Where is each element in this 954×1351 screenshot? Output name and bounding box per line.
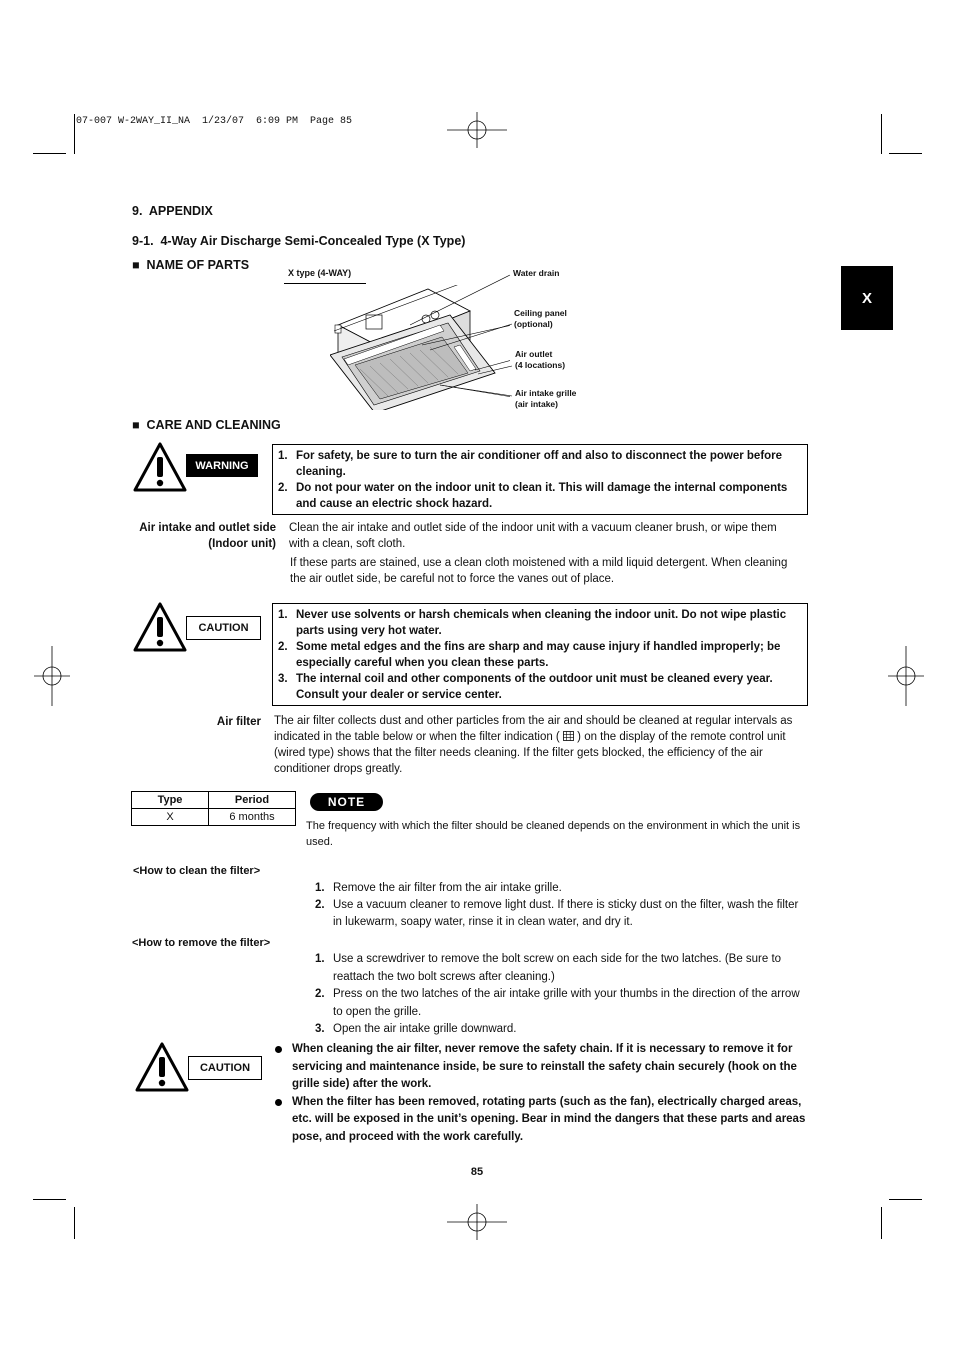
warning-item: 2. Do not pour water on the indoor unit to clean it. This will damage the internal components and cause an electric shock hazard. <box>278 482 788 510</box>
warning-box <box>272 444 808 515</box>
callout-air-outlet <box>515 349 565 371</box>
list-item: When cleaning the air filter, never remove the safety chain. If it is necessary to remove it for servicing and maintenance inside, be sure to reinstall the safety chain securely (hook on the grille side) after the work. <box>275 1041 807 1094</box>
note-label: NOTE <box>310 793 383 811</box>
warning-triangle-icon <box>132 441 188 493</box>
caution-triangle-icon <box>134 1041 190 1093</box>
how-clean-heading: <How to clean the filter> <box>133 865 261 877</box>
crop-mark <box>889 153 922 154</box>
callout-leader-lines <box>410 270 520 410</box>
list-item: 3. Open the air intake grille downward. <box>315 1023 517 1035</box>
callout-air-outlet-line2: (4 locations) <box>515 360 566 370</box>
bullet-dot-icon <box>275 1046 282 1053</box>
cleaning-period-table <box>131 791 296 826</box>
caution-triangle-icon <box>132 601 188 653</box>
filter-indicator-icon <box>563 731 574 741</box>
table-row <box>132 809 296 826</box>
care-heading <box>132 418 281 432</box>
page-number: 85 <box>470 1166 484 1178</box>
registration-mark-icon <box>447 1192 507 1252</box>
crop-mark <box>33 153 66 154</box>
air-side-paragraph-2: If these parts are stained, use a clean cloth moistened with a mild liquid detergent. When cleaning the air outlet side, be careful not to force the vanes out of place. <box>290 557 788 585</box>
care-heading-label: CARE AND CLEANING <box>146 418 281 432</box>
subsection-title: 9-1. 4-Way Air Discharge Semi-Concealed Type (X Type) <box>132 234 466 248</box>
callout-air-intake <box>515 388 576 410</box>
how-remove-steps <box>313 951 803 1039</box>
name-of-parts-label: NAME OF PARTS <box>146 258 250 272</box>
list-item: 2. Use a vacuum cleaner to remove light dust. If there is sticky dust on the filter, wash the filter in lukewarm, soapy water, rinse it in clean water, and dry it. <box>315 899 799 928</box>
note-text: The frequency with which the filter should be cleaned depends on the environment in which the unit is used. <box>306 820 801 848</box>
table-header: Period <box>209 792 296 809</box>
caution-item: 2. Some metal edges and the fins are sharp and may cause injury if handled improperly; be especially careful when you clean these parts. <box>278 641 781 669</box>
callout-air-intake-line1: Air intake grille <box>515 388 577 398</box>
how-clean-steps <box>313 880 808 931</box>
list-item: When the filter has been removed, rotating parts (such as the fan), electrically charged areas, etc. will be exposed in the unit’s opening. Bear in mind the dangers that these parts and areas pose, and proceed with the work carefully. <box>275 1094 807 1147</box>
caution-label: CAUTION <box>186 616 261 640</box>
warning-list <box>276 448 801 512</box>
side-tab: X <box>841 266 893 330</box>
callout-air-outlet-line1: Air outlet <box>515 349 553 359</box>
warning-label: WARNING <box>186 454 258 477</box>
air-filter-label: Air filter <box>216 716 261 728</box>
caution-item: 3. The internal coil and other components of the outdoor unit must be cleaned every year. Consult your dealer or service center. <box>278 673 773 701</box>
list-item: 2. Press on the two latches of the air intake grille with your thumbs in the direction of the arrow to open the grille. <box>315 988 800 1018</box>
air-side-label: Air intake and outlet side (Indoor unit) <box>139 522 276 550</box>
section-title: 9. APPENDIX <box>132 204 213 218</box>
how-remove-heading: <How to remove the filter> <box>132 937 271 949</box>
square-bullet-icon: ■ <box>132 258 140 272</box>
caution2-bullets <box>275 1041 807 1146</box>
air-side-paragraph-1: Clean the air intake and outlet side of the indoor unit with a vacuum cleaner brush, or wipe them with a clean, soft cloth. <box>289 522 777 550</box>
registration-mark-icon <box>876 646 936 706</box>
square-bullet-icon: ■ <box>132 418 140 432</box>
crop-mark <box>889 1199 922 1200</box>
table-cell: X <box>132 809 209 826</box>
registration-mark-icon <box>22 646 82 706</box>
caution-item: 1. Never use solvents or harsh chemicals when cleaning the indoor unit. Do not wipe plastic parts using very hot water. <box>278 609 787 637</box>
caution-box <box>272 603 808 706</box>
callout-ceiling-panel-line1: Ceiling panel <box>514 308 567 318</box>
crop-mark <box>881 114 882 154</box>
air-filter-paragraph: The air filter collects dust and other particles from the air and should be cleaned at regular intervals as indicated in the table below or when the filter indication ( ) on the display of the remote control unit (wired type) shows that the filter needs cleaning. If the filter gets blocked, the efficiency of the air conditioner drops greatly. <box>274 715 793 775</box>
table-header-row <box>132 792 296 809</box>
registration-mark-icon <box>447 100 507 160</box>
caution2-label: CAUTION <box>188 1056 262 1080</box>
caution-list <box>276 607 801 703</box>
diagram-title-underline <box>284 283 366 284</box>
crop-mark <box>74 114 75 154</box>
name-of-parts-heading <box>132 258 249 272</box>
list-item: 1. Remove the air filter from the air intake grille. <box>315 882 562 894</box>
crop-mark <box>74 1207 75 1239</box>
callout-ceiling-panel-line2: (optional) <box>514 319 553 329</box>
callout-air-intake-line2: (air intake) <box>515 399 558 409</box>
table-cell: 6 months <box>209 809 296 826</box>
callout-water-drain: Water drain <box>513 268 560 278</box>
crop-mark <box>881 1207 882 1239</box>
bullet-dot-icon <box>275 1099 282 1106</box>
diagram-title: X type (4-WAY) <box>288 268 352 278</box>
warning-item: 1. For safety, be sure to turn the air conditioner off and also to disconnect the power before cleaning. <box>278 450 783 478</box>
slug-line: 07-007 W-2WAY_II_NA 1/23/07 6:09 PM Page 85 <box>76 116 353 127</box>
table-header: Type <box>132 792 209 809</box>
callout-ceiling-panel <box>514 308 567 330</box>
crop-mark <box>33 1199 66 1200</box>
list-item: 1. Use a screwdriver to remove the bolt screw on each side for the two latches. (Be sure to reattach the two bolt screws after cleaning.) <box>315 953 782 983</box>
